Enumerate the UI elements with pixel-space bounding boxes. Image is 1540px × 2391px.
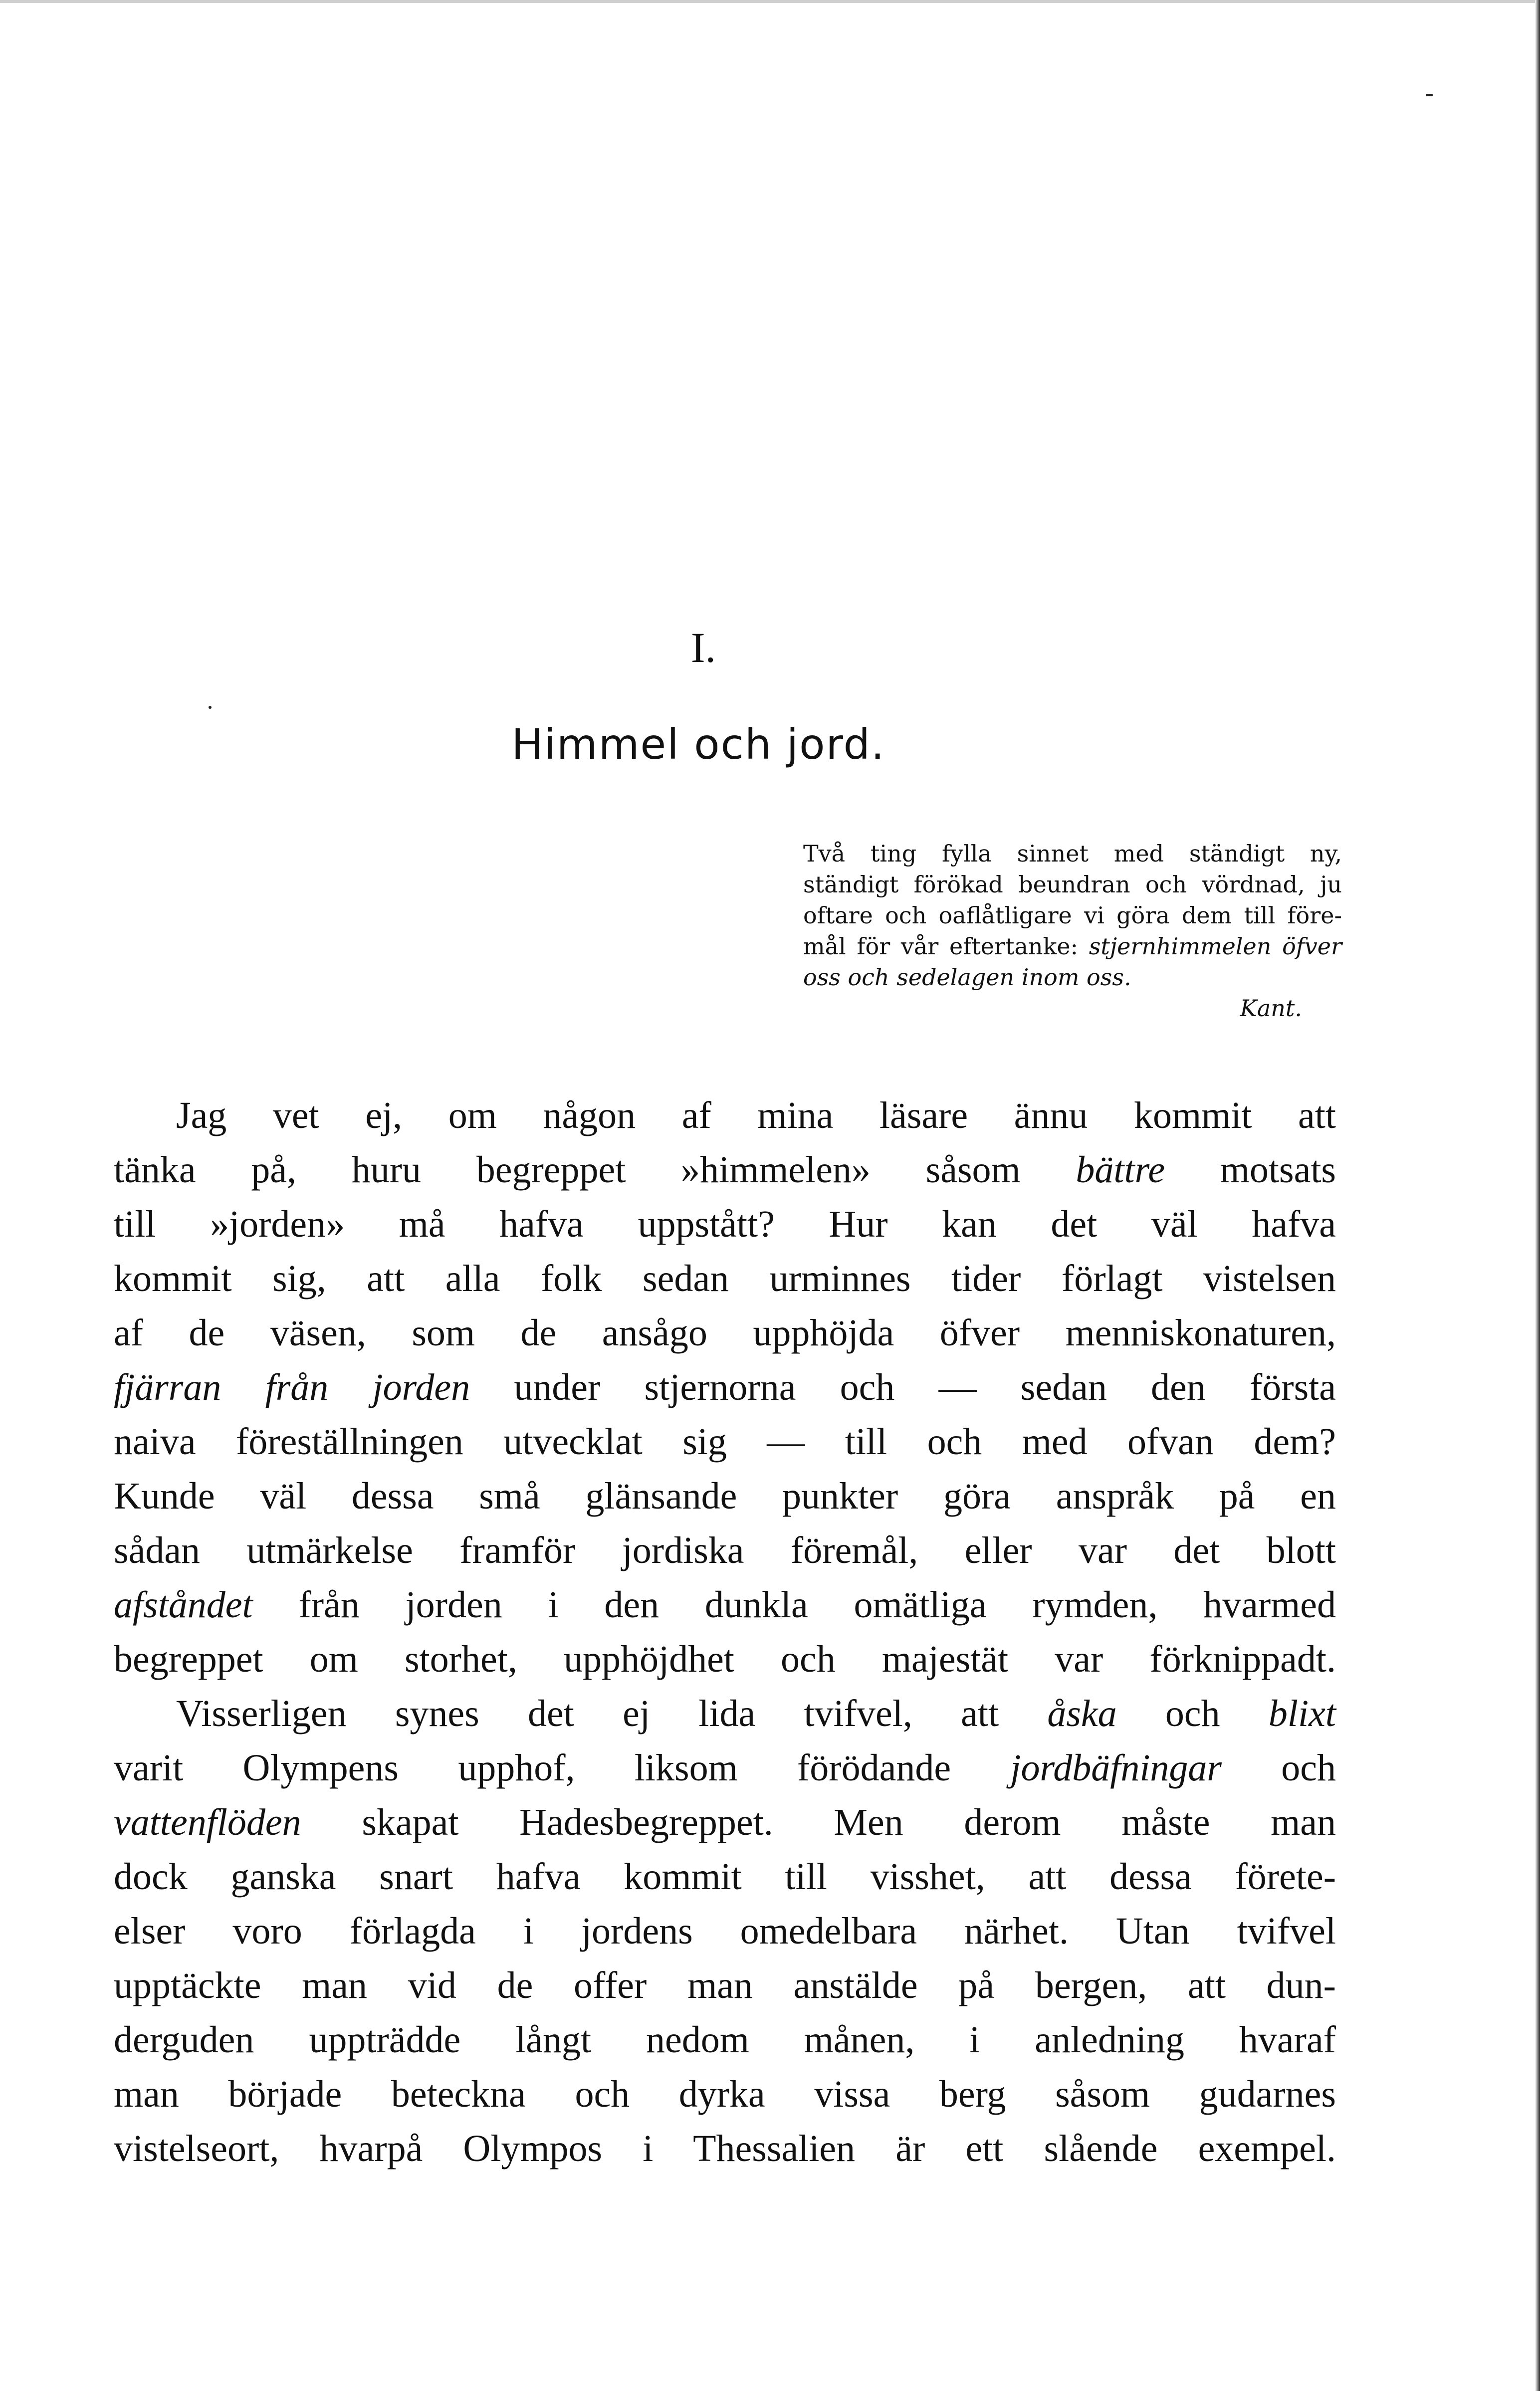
- speck-mark: [209, 706, 212, 709]
- epigraph-line: [803, 962, 1342, 993]
- text-line: naiva föreställningen utvecklat sig — till och med ofvan dem?: [114, 1421, 1336, 1463]
- scan-edge-right: [1535, 0, 1540, 2391]
- italic-text: afståndet: [114, 1584, 253, 1626]
- text-segment: Visserligen synes det ej lida tvifvel, att: [176, 1693, 999, 1735]
- chapter-number: I.: [690, 624, 716, 671]
- chapter-title: Himmel och jord.: [511, 720, 885, 769]
- text-segment: tänka på, huru begreppet »himmelen» såsom: [114, 1149, 1021, 1191]
- text-line: af de väsen, som de ansågo upphöjda öfver menniskonaturen,: [114, 1312, 1336, 1354]
- italic-text: bättre: [1076, 1149, 1165, 1191]
- epigraph-italic: stjernhimmelen öfver: [1089, 933, 1342, 960]
- text-line: [114, 1687, 1336, 1741]
- epigraph: [803, 838, 1342, 1024]
- text-segment: skapat Hadesbegreppet. Men derom måste man: [362, 1801, 1336, 1843]
- text-line: man började beteckna och dyrka vissa berg såsom gudarnes: [114, 2073, 1336, 2115]
- speck-mark: [1426, 94, 1433, 96]
- epigraph-italic: oss och sedelagen inom oss.: [803, 964, 1131, 991]
- epigraph-line: Två ting fylla sinnet med ständigt ny,: [803, 840, 1342, 867]
- text-line: derguden uppträdde långt nedom månen, i anledning hvaraf: [114, 2019, 1336, 2061]
- text-line: Kunde väl dessa små glänsande punkter göra anspråk på en: [114, 1475, 1336, 1517]
- epigraph-line: [803, 931, 1342, 962]
- text-line: vistelseort, hvarpå Olympos i Thessalien är ett slående exempel.: [114, 2128, 1336, 2170]
- text-line: elser voro förlagda i jordens omedelbara närhet. Utan tvifvel: [114, 1910, 1336, 1952]
- text-line: [114, 1360, 1336, 1415]
- italic-text: fjärran från jorden: [114, 1366, 470, 1408]
- scan-edge-top: [0, 0, 1540, 3]
- epigraph-text: mål för vår eftertanke:: [803, 933, 1079, 960]
- text-segment: och: [1281, 1747, 1336, 1789]
- text-line: [114, 1578, 1336, 1632]
- text-line: sådan utmärkelse framför jordiska föremål, eller var det blott: [114, 1529, 1336, 1571]
- italic-text: vattenflöden: [114, 1801, 301, 1843]
- text-line: [114, 1741, 1336, 1795]
- text-line: Jag vet ej, om någon af mina läsare ännu kommit att: [176, 1094, 1336, 1136]
- text-segment: under stjernorna och — sedan den första: [514, 1366, 1336, 1408]
- text-line: dock ganska snart hafva kommit till visshet, att dessa förete-: [114, 1856, 1336, 1898]
- text-line: [114, 1143, 1336, 1197]
- epigraph-attribution: Kant.: [1240, 995, 1302, 1022]
- italic-text: jordbäfningar: [1010, 1747, 1222, 1789]
- text-line: begreppet om storhet, upphöjdhet och majestät var förknippadt.: [114, 1638, 1336, 1680]
- epigraph-line: oftare och oaflåtligare vi göra dem till före-: [803, 902, 1342, 929]
- text-line: kommit sig, att alla folk sedan urminnes tider förlagt vistelsen: [114, 1258, 1336, 1300]
- text-line: [114, 1795, 1336, 1850]
- epigraph-line: ständigt förökad beundran och vördnad, ju: [803, 871, 1342, 898]
- text-segment: motsats: [1220, 1149, 1336, 1191]
- text-segment: från jorden i den dunkla omätliga rymden, hvarmed: [298, 1584, 1336, 1626]
- text-line: upptäckte man vid de offer man anstälde på bergen, att dun-: [114, 1964, 1336, 2006]
- body-text: [114, 1088, 1336, 2176]
- italic-text: blixt: [1268, 1693, 1336, 1735]
- text-segment: och: [1165, 1693, 1220, 1735]
- text-segment: varit Olympens upphof, liksom förödande: [114, 1747, 951, 1789]
- italic-text: åska: [1047, 1693, 1117, 1735]
- text-line: till »jorden» må hafva uppstått? Hur kan det väl hafva: [114, 1203, 1336, 1245]
